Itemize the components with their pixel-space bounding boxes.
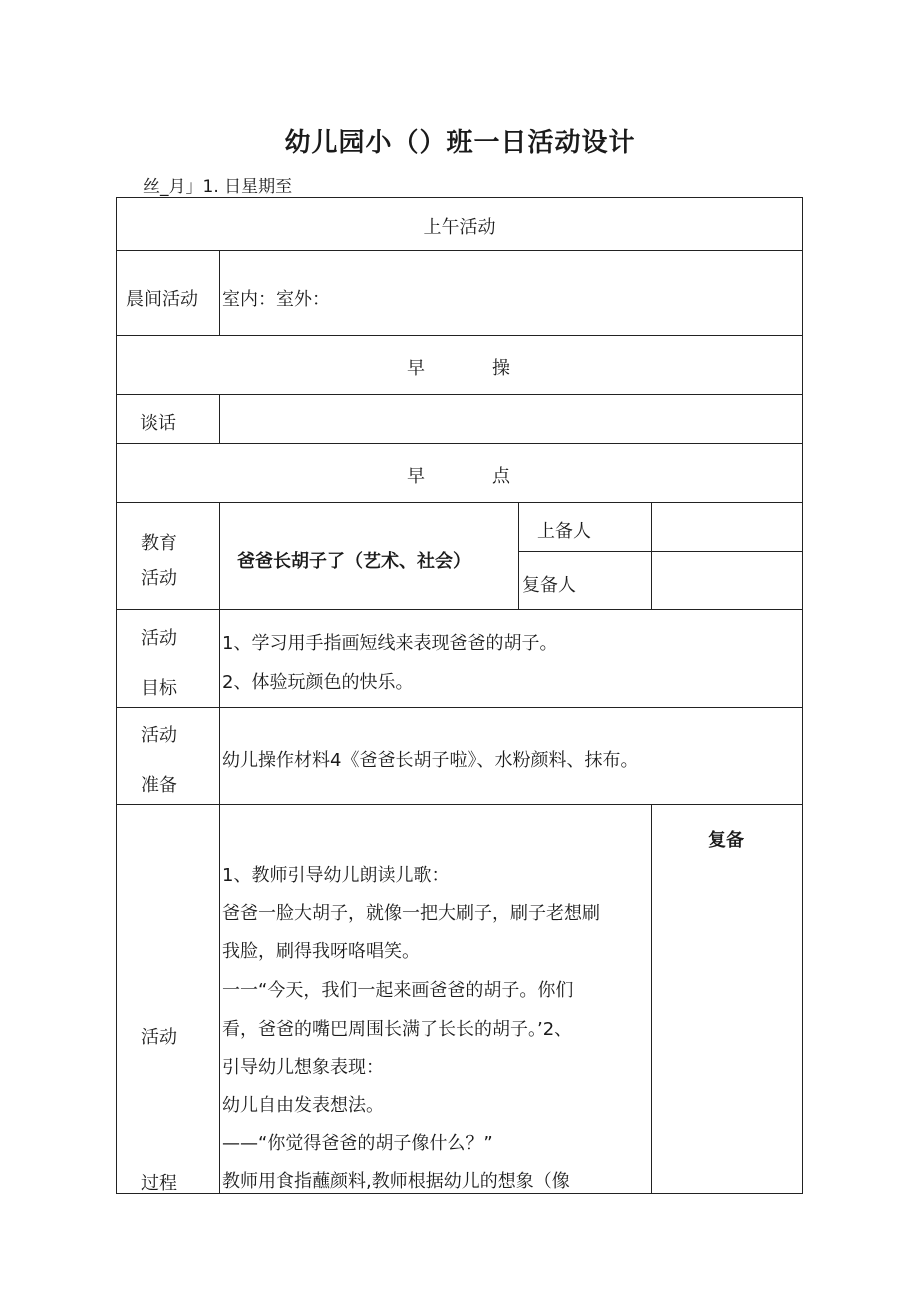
morning-header: 上午活动 [423, 217, 496, 238]
goal-item: 1、学习用手指画短线来表现爸爸的胡子。 [222, 633, 558, 654]
col-rule [219, 394, 220, 443]
col-rule [651, 502, 652, 609]
col-rule [651, 804, 652, 1193]
process-line: 一一“今天，我们一起来画爸爸的胡子。你们 [222, 980, 574, 1001]
education-activity-title: 爸爸长胡子了（艺术、社会） [237, 551, 471, 572]
process-line: 幼儿自由发表想法。 [222, 1095, 384, 1116]
talk-label: 谈话 [140, 413, 176, 434]
morning-activity-value: 室内：室外： [222, 289, 330, 310]
col-rule [518, 502, 519, 609]
snack-header-char: 早 [407, 466, 425, 487]
review-by-label: 复备人 [522, 575, 576, 596]
process-line: 爸爸一脸大胡子，就像一把大刷子，刷子老想刷 [222, 903, 600, 924]
table-border-left [116, 197, 117, 1194]
materials-value: 幼儿操作材料4《爸爸长胡子啦》、水粉颜料、抹布。 [222, 750, 639, 771]
process-line: 我脸，刷得我呀咯唱笑。 [222, 941, 420, 962]
date-line: 丝_月」1. 日星期至 [143, 177, 293, 197]
prep-by-label: 上备人 [537, 521, 591, 542]
process-line: 引导幼儿想象表现： [222, 1057, 384, 1078]
row-rule [116, 443, 803, 444]
goals-label: 活动 [141, 628, 177, 649]
row-rule [116, 1193, 803, 1194]
process-label: 过程 [141, 1173, 177, 1194]
exercise-header-char: 操 [492, 358, 510, 379]
row-rule [116, 197, 803, 198]
process-label: 活动 [141, 1027, 177, 1048]
row-rule [518, 551, 803, 552]
row-rule [116, 335, 803, 336]
col-rule [219, 502, 220, 1193]
education-label: 活动 [141, 568, 177, 589]
process-line: 1、教师引导幼儿朗读儿歌： [222, 865, 450, 886]
process-line: ——“你觉得爸爸的胡子像什么？” [222, 1133, 493, 1154]
materials-label: 准备 [141, 775, 177, 796]
process-line: 看，爸爸的嘴巴周围长满了长长的胡子。’2、 [222, 1019, 573, 1040]
morning-activity-label: 晨间活动 [126, 289, 198, 310]
table-border-right [802, 197, 803, 1194]
goals-label: 目标 [141, 678, 177, 699]
snack-header-char: 点 [492, 466, 510, 487]
exercise-header-char: 早 [407, 358, 425, 379]
process-line: 教师用食指蘸颜料,教师根据幼儿的想象（像 [222, 1171, 570, 1192]
col-rule [219, 250, 220, 335]
materials-label: 活动 [141, 725, 177, 746]
review-column-header: 复备 [708, 830, 744, 851]
goal-item: 2、体验玩颜色的快乐。 [222, 672, 414, 693]
education-label: 教育 [141, 533, 177, 554]
page-title: 幼儿园小（）班一日活动设计 [284, 128, 636, 158]
